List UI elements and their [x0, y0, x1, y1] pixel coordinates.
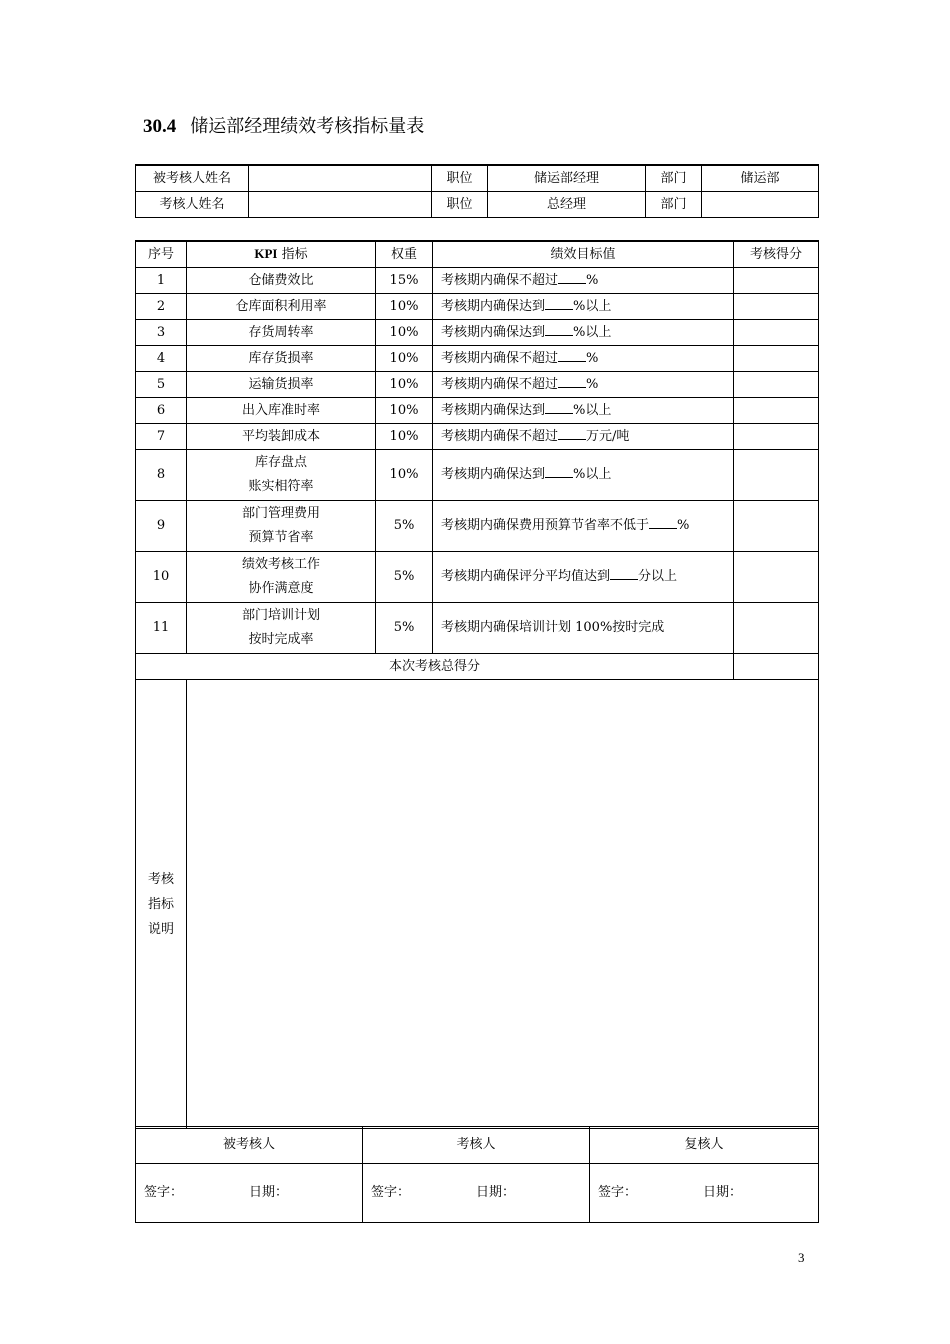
row-seq: 4 [136, 346, 187, 372]
header-target: 绩效目标值 [433, 241, 734, 268]
row-score [734, 603, 819, 654]
table-row [136, 398, 819, 424]
target-prefix: 考核期内确保培训计划 100%按时完成 [441, 620, 665, 635]
kpi-name-line1: 部门管理费用 [241, 506, 320, 521]
row-target [433, 603, 734, 654]
target-suffix: % [677, 518, 690, 533]
row-kpi [187, 320, 376, 346]
appraisee-name-value [249, 165, 432, 192]
table-row [136, 501, 819, 552]
row-seq: 9 [136, 501, 187, 552]
row-kpi [187, 294, 376, 320]
row-weight: 5% [376, 552, 433, 603]
row-seq: 7 [136, 424, 187, 450]
role-row [136, 1127, 819, 1164]
table-row [136, 294, 819, 320]
row-seq: 8 [136, 450, 187, 501]
table-row [136, 424, 819, 450]
table-row [136, 372, 819, 398]
kpi-name-line1: 库存盘点 [254, 455, 307, 470]
row-target [433, 372, 734, 398]
kpi-name-line2: 预算节省率 [248, 530, 314, 545]
row-target [433, 450, 734, 501]
row-weight: 5% [376, 501, 433, 552]
row-score [734, 268, 819, 294]
header-score: 考核得分 [734, 241, 819, 268]
table-row [136, 450, 819, 501]
appraisee-signature [136, 1164, 363, 1223]
date-label: 日期： [249, 1185, 289, 1200]
role-reviewer: 复核人 [590, 1127, 819, 1164]
sign-label: 签字： [598, 1185, 638, 1200]
kpi-name-line1: 仓库面积利用率 [235, 298, 327, 314]
kpi-name-line1: 仓储费效比 [248, 272, 314, 288]
row-score [734, 320, 819, 346]
table-row [136, 346, 819, 372]
table-row [136, 603, 819, 654]
target-prefix: 考核期内确保不超过 [441, 428, 559, 444]
target-prefix: 考核期内确保不超过 [441, 376, 559, 392]
target-prefix: 考核期内确保达到 [441, 402, 546, 418]
appraiser-row [136, 192, 819, 218]
kpi-header-row [136, 241, 819, 268]
target-suffix: 万元/吨 [586, 428, 630, 444]
appraisee-dept-label: 部门 [646, 165, 702, 192]
row-target [433, 424, 734, 450]
fill-blank [649, 516, 677, 529]
target-prefix: 考核期内确保评分平均值达到 [441, 569, 611, 584]
row-kpi [187, 552, 376, 603]
appraisee-dept-value: 储运部 [702, 165, 819, 192]
kpi-name-line1: 运输货损率 [248, 376, 314, 392]
target-prefix: 考核期内确保费用预算节省率不低于 [441, 518, 650, 533]
appraisee-row [136, 165, 819, 192]
fill-blank [610, 567, 638, 580]
row-kpi [187, 346, 376, 372]
description-row [136, 680, 819, 1129]
target-suffix: 分以上 [638, 569, 678, 584]
row-score [734, 346, 819, 372]
target-suffix: % [586, 376, 599, 392]
kpi-body [136, 268, 819, 654]
row-weight: 10% [376, 372, 433, 398]
row-target [433, 552, 734, 603]
kpi-name-line1: 库存货损率 [248, 350, 314, 366]
target-suffix: %以上 [573, 402, 612, 418]
kpi-name-line2: 按时完成率 [248, 632, 314, 647]
target-suffix: %以上 [573, 298, 612, 314]
target-prefix: 考核期内确保达到 [441, 298, 546, 314]
fill-blank [558, 427, 586, 440]
row-weight: 10% [376, 346, 433, 372]
target-suffix: % [586, 272, 599, 288]
description-label [136, 680, 187, 1129]
row-weight: 10% [376, 294, 433, 320]
role-appraiser: 考核人 [363, 1127, 590, 1164]
row-score [734, 294, 819, 320]
kpi-name-line2: 账实相符率 [248, 479, 314, 494]
row-weight: 10% [376, 320, 433, 346]
sign-label: 签字： [144, 1185, 184, 1200]
header-kpi-rest: 指标 [277, 247, 308, 262]
target-prefix: 考核期内确保达到 [441, 324, 546, 340]
kpi-name-line1: 存货周转率 [248, 324, 314, 340]
fill-blank [545, 465, 573, 478]
total-label: 本次考核总得分 [136, 654, 734, 680]
target-suffix: % [586, 350, 599, 366]
row-target [433, 398, 734, 424]
row-seq: 5 [136, 372, 187, 398]
appraisee-position-label: 职位 [432, 165, 488, 192]
signature-table [135, 1126, 819, 1223]
kpi-name-line1: 平均装卸成本 [241, 428, 320, 444]
row-score [734, 398, 819, 424]
row-seq: 3 [136, 320, 187, 346]
row-weight: 5% [376, 603, 433, 654]
appraiser-dept-label: 部门 [646, 192, 702, 218]
row-seq: 1 [136, 268, 187, 294]
title-text: 储运部经理绩效考核指标量表 [190, 116, 425, 137]
row-seq: 11 [136, 603, 187, 654]
row-kpi [187, 450, 376, 501]
header-weight: 权重 [376, 241, 433, 268]
row-score [734, 424, 819, 450]
target-suffix: %以上 [573, 467, 612, 482]
row-score [734, 372, 819, 398]
row-weight: 10% [376, 450, 433, 501]
page-number: 3 [798, 1250, 805, 1265]
appraiser-name-value [249, 192, 432, 218]
row-target [433, 501, 734, 552]
total-row [136, 654, 819, 680]
description-content [187, 680, 819, 1129]
fill-blank [545, 401, 573, 414]
row-weight: 15% [376, 268, 433, 294]
date-label: 日期： [476, 1185, 516, 1200]
appraisee-position-value: 储运部经理 [488, 165, 646, 192]
row-weight: 10% [376, 398, 433, 424]
kpi-name-line1: 部门培训计划 [241, 608, 320, 623]
appraiser-position-value: 总经理 [488, 192, 646, 218]
appraiser-name-label: 考核人姓名 [136, 192, 249, 218]
desc-line-3: 说明 [147, 921, 174, 937]
row-kpi [187, 501, 376, 552]
desc-line-1: 考核 [147, 871, 174, 887]
row-seq: 10 [136, 552, 187, 603]
header-seq: 序号 [136, 241, 187, 268]
table-row [136, 268, 819, 294]
appraiser-position-label: 职位 [432, 192, 488, 218]
page-title [143, 112, 424, 138]
kpi-name-line1: 出入库准时率 [241, 402, 320, 418]
row-target [433, 320, 734, 346]
row-seq: 2 [136, 294, 187, 320]
reviewer-signature [590, 1164, 819, 1223]
desc-line-2: 指标 [147, 896, 174, 912]
fill-blank [545, 297, 573, 310]
row-kpi [187, 398, 376, 424]
fill-blank [558, 349, 586, 362]
signature-row [136, 1164, 819, 1223]
row-score [734, 552, 819, 603]
kpi-name-line2: 协作满意度 [248, 581, 314, 596]
role-appraisee: 被考核人 [136, 1127, 363, 1164]
row-seq: 6 [136, 398, 187, 424]
date-label: 日期： [703, 1185, 743, 1200]
header-kpi [187, 241, 376, 268]
row-kpi [187, 424, 376, 450]
target-suffix: %以上 [573, 324, 612, 340]
kpi-table [135, 240, 819, 1129]
fill-blank [545, 323, 573, 336]
fill-blank [558, 271, 586, 284]
personnel-info-table [135, 164, 819, 218]
fill-blank [558, 375, 586, 388]
row-kpi [187, 603, 376, 654]
row-score [734, 501, 819, 552]
target-prefix: 考核期内确保不超过 [441, 272, 559, 288]
row-score [734, 450, 819, 501]
target-prefix: 考核期内确保达到 [441, 467, 546, 482]
total-score [734, 654, 819, 680]
appraisee-name-label: 被考核人姓名 [136, 165, 249, 192]
row-kpi [187, 372, 376, 398]
row-target [433, 294, 734, 320]
target-prefix: 考核期内确保不超过 [441, 350, 559, 366]
row-target [433, 268, 734, 294]
section-number: 30.4 [143, 116, 177, 137]
table-row [136, 552, 819, 603]
sign-label: 签字： [371, 1185, 411, 1200]
header-kpi-bold: KPI [254, 246, 278, 261]
appraiser-dept-value [702, 192, 819, 218]
row-target [433, 346, 734, 372]
table-row [136, 320, 819, 346]
row-weight: 10% [376, 424, 433, 450]
row-kpi [187, 268, 376, 294]
kpi-name-line1: 绩效考核工作 [241, 557, 320, 572]
appraiser-signature [363, 1164, 590, 1223]
